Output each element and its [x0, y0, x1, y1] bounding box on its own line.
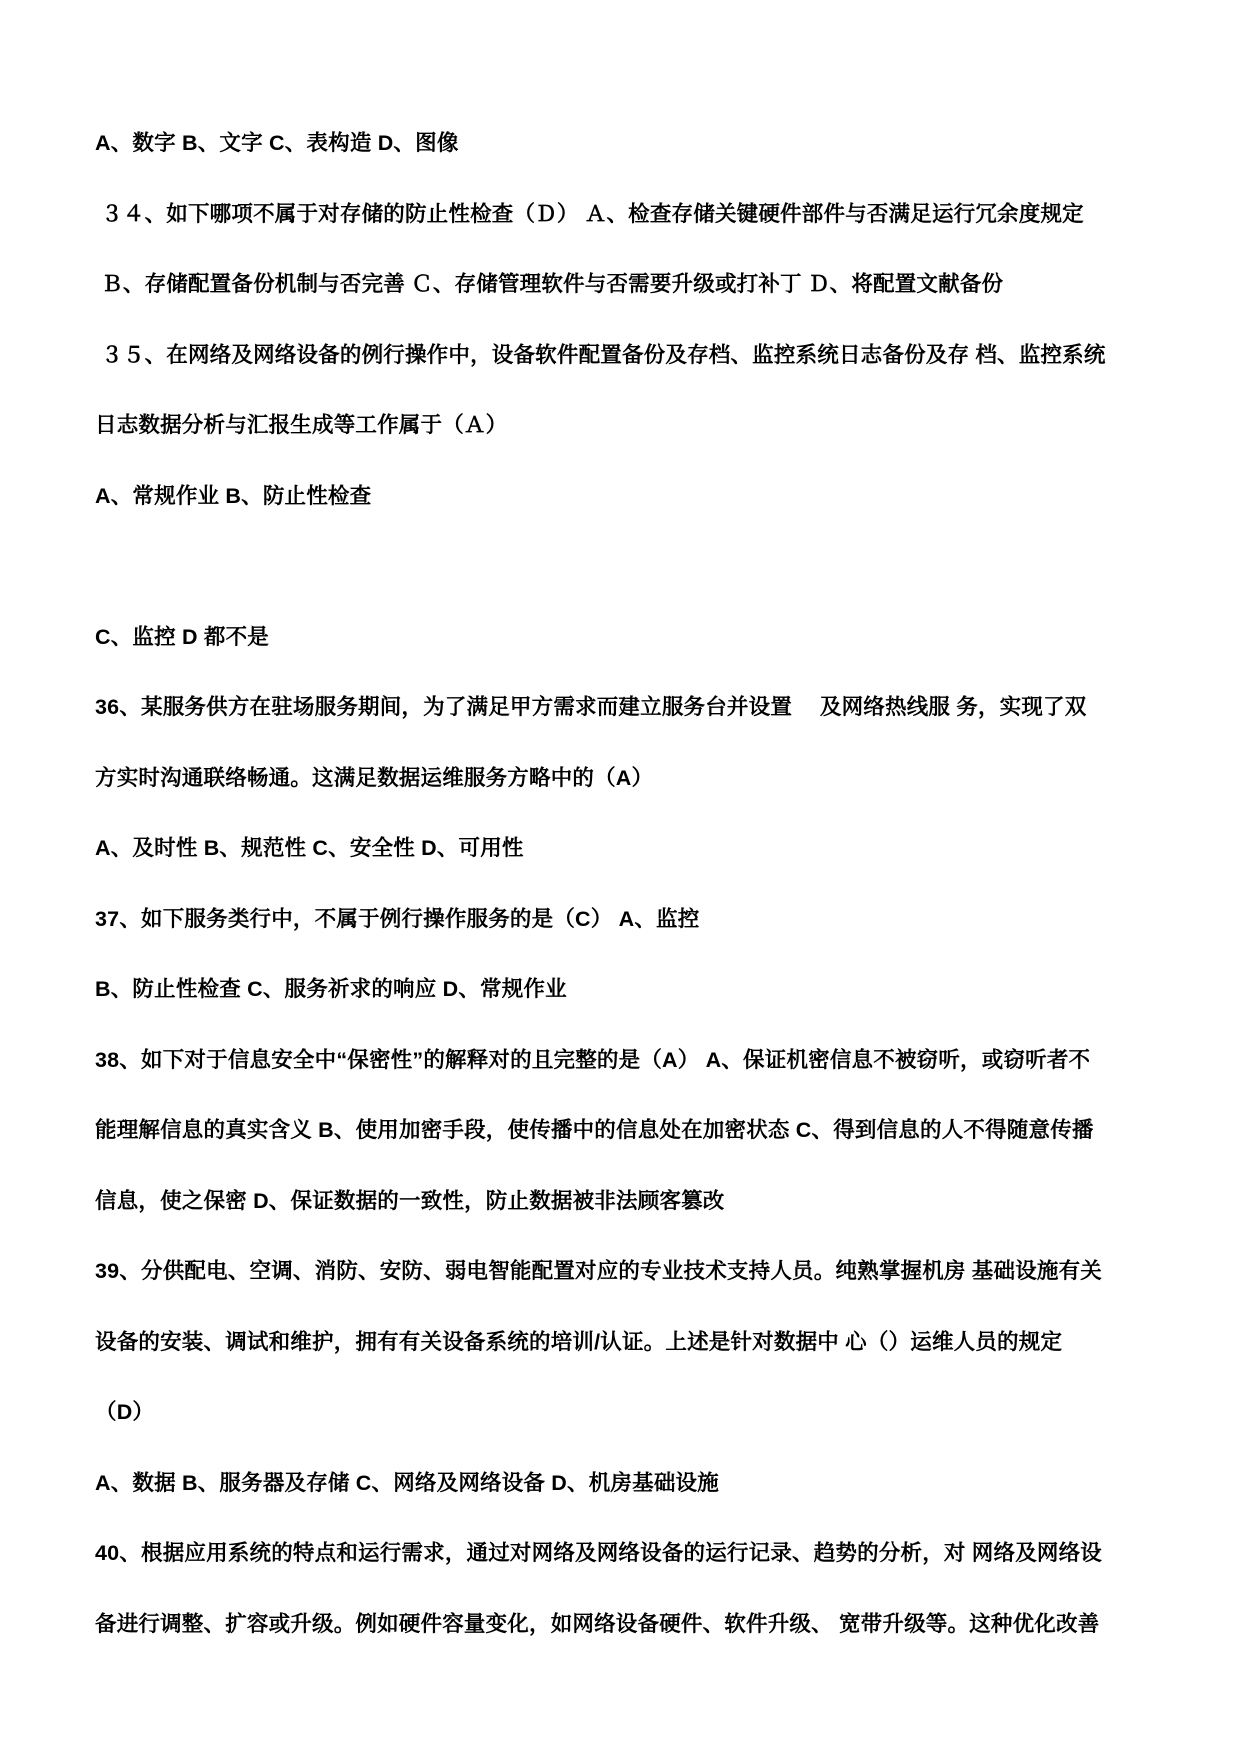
document-line: 信息，使之保密 D、保证数据的一致性，防止数据被非法顾客篡改 — [95, 1188, 725, 1213]
document-line: 39、分供配电、空调、消防、安防、弱电智能配置对应的专业技术支持人员。纯熟掌握机房 基础设施有关 — [95, 1259, 1102, 1283]
document-line: 日志数据分析与汇报生成等工作属于（Ａ） — [95, 413, 508, 437]
document-line: A、数字 B、文字 C、表构造 D、图像 — [95, 131, 459, 155]
document-line: A、数据 B、服务器及存储 C、网络及网络设备 D、机房基础设施 — [95, 1470, 719, 1495]
document-line: A、及时性 B、规范性 C、安全性 D、可用性 — [95, 836, 524, 860]
document-line: 38、如下对于信息安全中“保密性”的解释对的且完整的是（A） A、保证机密信息不被窃听，或窃听者不 — [95, 1047, 1091, 1072]
document-line: 方实时沟通联络畅通。这满足数据运维服务方略中的（A） — [95, 765, 654, 790]
document-line: 能理解信息的真实含义 B、使用加密手段，使传播中的信息处在加密状态 C、得到信息的人不得随意传播 — [95, 1118, 1094, 1142]
document-blank-line — [95, 531, 1155, 602]
document-line: 36、某服务供方在驻场服务期间，为了满足甲方需求而建立服务台并设置 及网络热线服 务，实现了双 — [95, 695, 1087, 719]
document-line: （D） — [95, 1400, 155, 1424]
document-line: 备进行调整、扩容或升级。例如硬件容量变化，如网络设备硬件、软件升级、 宽带升级等。这种优化改善 — [95, 1611, 1100, 1636]
document-line: ３４、如下哪项不属于对存储的防止性检查（Ｄ） Ａ、检查存储关键硬件部件与否满足运行冗余度规定 — [95, 201, 1084, 226]
document-line: 设备的安装、调试和维护，拥有有关设备系统的培训/认证。上述是针对数据中 心（）运维人员的规定 — [95, 1329, 1063, 1354]
document-line: C、监控 D 都不是 — [95, 624, 270, 649]
document-line: A、常规作业 B、防止性检查 — [95, 483, 372, 508]
document-line: 37、如下服务类行中，不属于例行操作服务的是（C） A、监控 — [95, 906, 700, 931]
document-line: B、防止性检查 C、服务祈求的响应 D、常规作业 — [95, 977, 567, 1001]
document-line: 40、根据应用系统的特点和运行需求，通过对网络及网络设备的运行记录、趋势的分析，对 网络及网络设 — [95, 1541, 1102, 1565]
document-line: ３５、在网络及网络设备的例行操作中，设备软件配置备份及存档、监控系统日志备份及存 档、监控系统 — [95, 342, 1106, 367]
document-content — [95, 108, 1155, 1659]
document-line: Ｂ、存储配置备份机制与否完善 Ｃ、存储管理软件与否需要升级或打补丁 Ｄ、将配置文献备份 — [95, 272, 1004, 296]
